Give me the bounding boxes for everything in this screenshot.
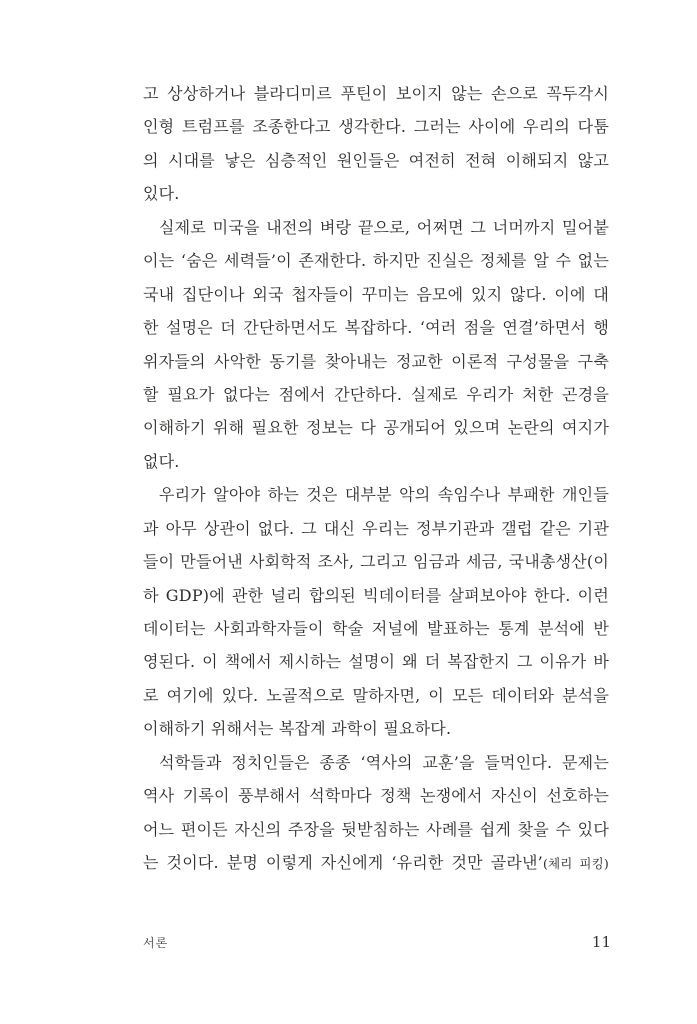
text-line: 위자들의 사악한 동기를 찾아내는 정교한 이론적 구성물을 구축 bbox=[143, 351, 609, 371]
footer-page-number: 11 bbox=[591, 933, 611, 951]
text-line: 고 상상하거나 블라디미르 푸틴이 보이지 않는 손으로 꼭두각시 bbox=[143, 84, 609, 103]
text-line: 석학들과 정치인들은 종종 ‘역사의 교훈’을 들먹인다. 문제는 bbox=[159, 752, 609, 772]
text-line: 이는 ‘숨은 세력들’이 존재한다. 하지만 진실은 정체를 알 수 없는 bbox=[143, 251, 609, 271]
footer-section-title: 서론 bbox=[143, 936, 169, 950]
text-line: 역사 기록이 풍부해서 석학마다 정책 논쟁에서 자신이 선호하는 bbox=[143, 786, 609, 806]
body-text bbox=[143, 77, 609, 880]
text-line-main: 는 것이다. 분명 이렇게 자신에게 ‘유리한 것만 골라낸’ bbox=[143, 853, 543, 873]
text-line: 국내 집단이나 외국 첩자들이 꾸미는 음모에 있지 않다. 이에 대 bbox=[143, 284, 609, 304]
text-line: 하 GDP)에 관한 널리 합의된 빅데이터를 살펴보아야 한다. 이런 bbox=[143, 585, 609, 605]
text-line: 데이터는 사회과학자들이 학술 저널에 발표하는 통계 분석에 반 bbox=[143, 619, 609, 638]
text-line: 할 필요가 없다는 점에서 간단하다. 실제로 우리가 처한 곤경을 bbox=[143, 384, 609, 404]
text-line: 한 설명은 더 간단하면서도 복잡하다. ‘여러 점을 연결’하면서 행 bbox=[143, 318, 609, 338]
inline-annotation: (체리 피킹) bbox=[542, 856, 609, 872]
text-line: 우리가 알아야 하는 것은 대부분 악의 속임수나 부패한 개인들 bbox=[159, 485, 609, 505]
text-line: 들이 만들어낸 사회학적 조사, 그리고 임금과 세금, 국내총생산(이 bbox=[143, 552, 609, 572]
text-line: 있다. bbox=[143, 184, 180, 204]
text-line: 인형 트럼프를 조종한다고 생각한다. 그러는 사이에 우리의 다툼 bbox=[143, 117, 609, 137]
text-line: 실제로 미국을 내전의 벼랑 끝으로, 어쩌면 그 너머까지 밀어붙 bbox=[159, 217, 609, 237]
text-line: 이해하기 위해 필요한 정보는 다 공개되어 있으며 논란의 여지가 bbox=[143, 418, 609, 438]
text-line: 없다. bbox=[143, 451, 180, 471]
text-line bbox=[143, 846, 609, 879]
text-line: 어느 편이든 자신의 주장을 뒷받침하는 사례를 쉽게 찾을 수 있다 bbox=[143, 819, 609, 839]
text-line: 의 시대를 낳은 심층적인 원인들은 여전히 전혀 이해되지 않고 bbox=[143, 150, 609, 170]
text-line: 이해하기 위해서는 복잡계 과학이 필요하다. bbox=[143, 719, 452, 739]
page-footer bbox=[143, 933, 611, 951]
text-line: 영된다. 이 책에서 제시하는 설명이 왜 더 복잡한지 그 이유가 바 bbox=[143, 652, 609, 672]
text-line: 과 아무 상관이 없다. 그 대신 우리는 정부기관과 갤럽 같은 기관 bbox=[143, 518, 609, 538]
text-line: 로 여기에 있다. 노골적으로 말하자면, 이 모든 데이터와 분석을 bbox=[143, 685, 609, 705]
